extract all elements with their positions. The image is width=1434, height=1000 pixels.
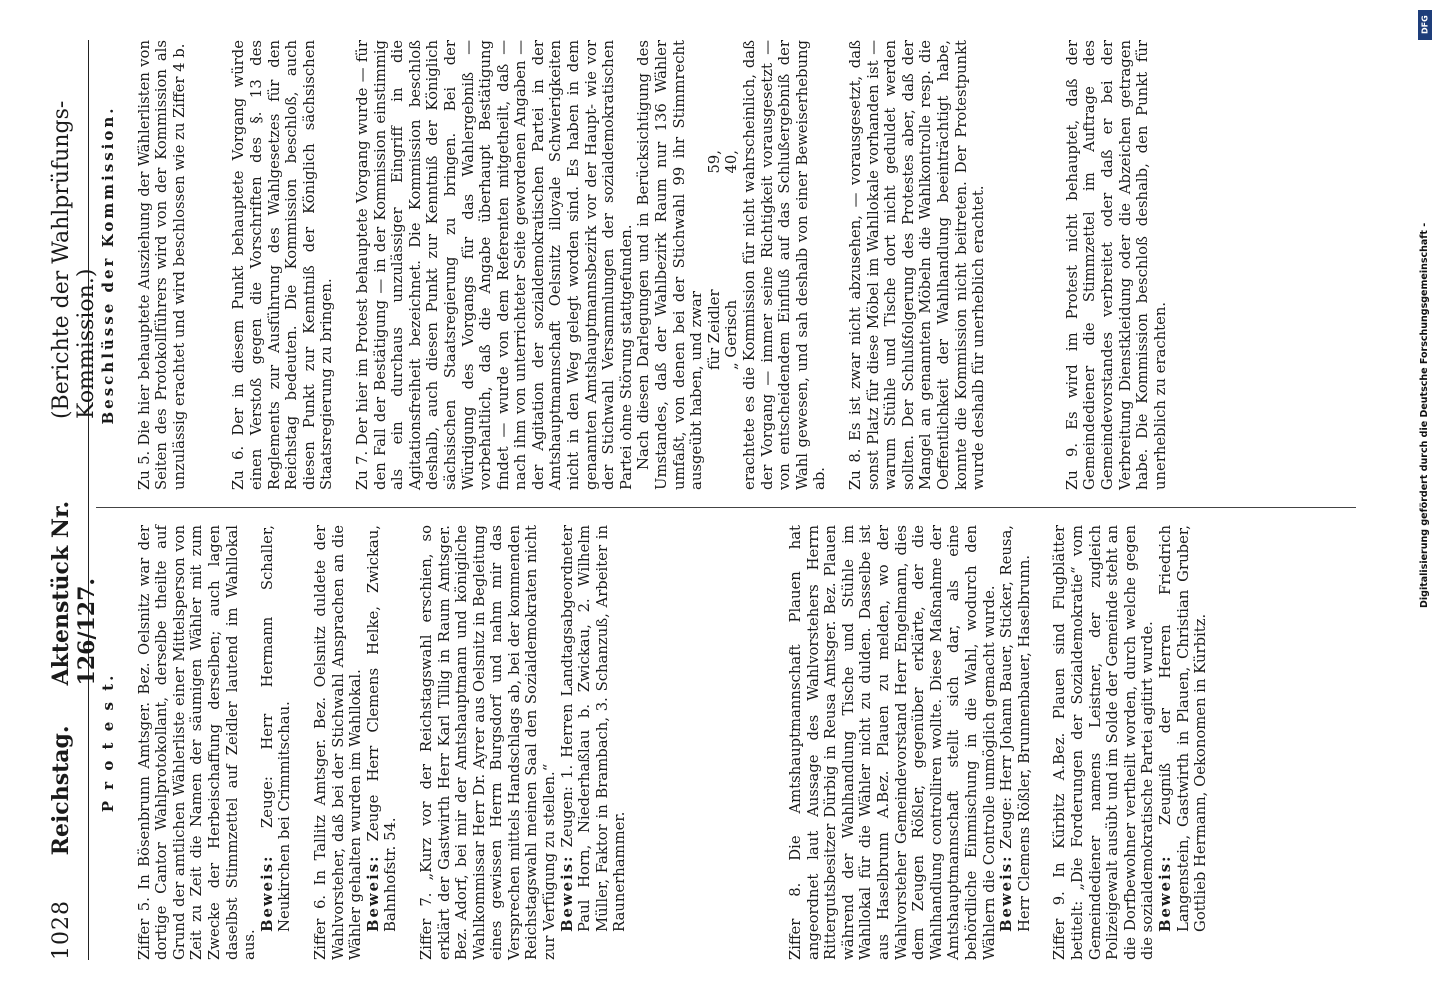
vote-value: 59, — [705, 150, 723, 174]
protest-entry-6 — [312, 525, 400, 960]
header-document: Aktenstück Nr. 126/127. — [48, 500, 100, 686]
dfg-logo-text: DFG — [1420, 15, 1430, 35]
vote-value: 40, — [723, 150, 741, 174]
digitization-sidebar — [1418, 10, 1432, 990]
beweis-text: Zeuge: Herr Hermann Schaller, Neukirchen bei Crimmitschau. — [258, 525, 294, 932]
spacer — [206, 40, 230, 490]
entry-label: Ziffer 9. — [1051, 891, 1069, 960]
entry-text: „Kurz vor der Reichstagswahl erschien, so erklärt der Gastwirth Herr Karl Tillig in Raum Amtsger. Bez. Adorf, bei mir der Amtshauptmann und königliche Wahlkommissar Herr Dr. Ayrer aus Oelsnitz in Begleitung eines gewissen Herrn Burgsdorf und nahm mir das Versprechen mittels Handschlags ab, bei der kommenden Reichstagswahl meinen Saal den Sozialdemokraten nicht zur Verfügung zu stellen.“ — [417, 525, 559, 960]
protest-entry-8 — [787, 525, 1033, 960]
decision-entry-9 — [1064, 40, 1170, 490]
dfg-logo — [1418, 10, 1432, 40]
beweis-label: Beweis: — [258, 854, 276, 932]
vote-row-gerisch — [723, 150, 741, 370]
digitization-credit: Digitalisierung gefördert durch die Deutsche Forschungsgemeinschaft - — [1419, 222, 1430, 608]
entry-label: Zu 8. — [846, 448, 864, 490]
spacer — [647, 525, 787, 960]
entry-text: In Tallitz Amtsger. Bez. Oelsnitz duldete der Wahlvorsteher, daß bei der Stichwahl Ansprachen an die Wähler gehalten wurden im Wahllokal. — [311, 525, 365, 960]
entry-label: Ziffer 7. — [417, 892, 435, 960]
vote-table — [706, 40, 741, 370]
beweis-label: Beweis: — [364, 854, 382, 932]
decision-entry-6 — [230, 40, 336, 490]
entry-text: Der hier im Protest behauptete Vorgang wurde — für den Fall der Bestätigung — in der Kommission einstimmig als ein durchaus unzulässiger Eingriff in die Agitationsfreiheit bezeichnet. Die Kommission beschloß deshalb, auch diesen Punkt zur Kenntniß der Königlich sächsischen Staatsregierung zu bringen. Bei der Würdigung des Vorgangs für das Wahlergebniß — vorbehaltlich, daß die Angabe überhaupt Bestätigung findet — wurde von dem Referenten mitgetheilt, daß — nach ihm von unterrichteter Seite gewordenen Angaben — der Agitation der sozialdemokratischen Partei in der Amtshauptmannschaft Oelsnitz illoyale Schwierigkeiten nicht in den Weg gelegt worden sind. Es haben in dem genannten Amtshauptmannsbezirk vor der Haupt- wie vor der Stichwahl Versammlungen der sozialdemokratischen Partei ohne Störung stattgefunden. — [353, 40, 635, 490]
entry-text: Die Amtshauptmannschaft Plauen hat angeordnet laut Aussage des Wahlvorstehers Herrn Rittergutsbesitzer Dürbig in Reusa Amtsger. Bez. Plauen während der Wahlhandlung Tische und Stühle im Wahllokal für die Wähler nicht zu dulden. Dasselbe ist aus Haselbrunn A.Bez. Plauen zu melden, wo der Wahlvorsteher Gemeindevorstand Herr Engelmann, dies dem Zeugen Rößler, gegenüber erklärte, der die Wahlhandlung controlliren wollte. Diese Maßnahme der Amtshauptmannschaft stellt sich dar, als eine behördliche Einmischung in die Wahl, wodurch den Wählern die Controlle unmöglich gemacht wurde. — [787, 525, 998, 960]
entry-beweis — [1157, 525, 1210, 932]
vote-name: „ Gerisch — [723, 299, 741, 370]
protest-entry-9 — [1051, 525, 1209, 960]
entry-text: Der in diesem Punkt behauptete Vorgang würde einen Verstoß gegen die Vorschriften des §. 13 des Reglements zur Ausführung des Wahlgesetzes für den Reichstag bedeuten. Die Kommission beschloß, auch diesen Punkt zur Kenntniß der Königlich sächsischen Staatsregierung zu bringen. — [230, 40, 336, 490]
beweis-text: Zeuge Herr Clemens Helke, Zwickau, Bahnhofstr. 54. — [364, 525, 400, 932]
beweis-text: Zeugniß der Herren Friedrich Langenstein, Gastwirth in Plauen, Christian Gruber, Gottlieb Hermann, Oekonomen in Kürbitz. — [1156, 525, 1210, 932]
decisions-heading: Beschlüsse der Kommission. — [99, 105, 117, 425]
header-body: Reichstag. — [48, 725, 74, 856]
decisions-column — [96, 40, 1187, 490]
beweis-label: Beweis: — [558, 854, 576, 932]
entry-label: Zu 5. — [135, 450, 153, 490]
entry-text: Es ist zwar nicht abzusehen, — vorausgesetzt, daß sonst Platz für diese Möbel im Wahllokale vorhanden ist — warum Stühle und Tische dort nicht geduldet werden sollten. Der Schlußfolgerung des Protestes aber, daß der Mangel an genannten Möbeln die Wahlkontrolle resp. die Oeffentlichkeit der Wahlhandlung beeinträchtigt habe, konnte die Kommission nicht beitreten. Der Protestpunkt wurde deshalb für unerheblich erachtet. — [846, 40, 988, 490]
entry-label: Ziffer 5. — [135, 897, 153, 960]
page-number: 1028 — [49, 900, 74, 960]
entry-label: Ziffer 6. — [311, 894, 329, 960]
entry-beweis — [259, 525, 294, 932]
column-divider — [96, 507, 1356, 508]
entry-beweis — [998, 525, 1033, 932]
protest-column — [96, 525, 1228, 960]
vote-name: für Zeidler — [705, 289, 723, 370]
entry-text: Es wird im Protest nicht behauptet, daß der Gemeindediener die Stimmzettel im Auftrage des Gemeindevorstandes verbreitet oder daß er bei der Verbreitung Dienstkleidung oder die Abzeichen getragen habe. Die Kommission beschloß deshalb, den Punkt für unerheblich zu erachten. — [1063, 40, 1169, 490]
entry-text: In Bösenbrunn Amtsger. Bez. Oelsnitz war der dortige Cantor Wahlprotokollant, derselbe theilte auf Grund der amtlichen Wählerliste einer Mittelsperson von Zeit zu Zeit die Namen der säumigen Wähler mit zum Zwecke der Herbeischaffung derselben; auch lagen daselbst Stimmzettel auf Zeidler lautend im Wahllokal aus. — [135, 525, 259, 960]
beweis-label: Beweis: — [998, 854, 1016, 932]
entry-text: Die hier behauptete Ausziehung der Wählerlisten von Seiten des Protokollführers wird von der Kommission als unzulässig erachtet und wird beschlossen wie zu Ziffer 4 b. — [135, 40, 188, 490]
entry-paragraph: erachtete es die Kommission für nicht wahrscheinlich, daß der Vorgang — immer seine Richtigkeit vorausgesetzt — von entscheidendem Einfluß auf das Schlußergebniß der Wahl gewesen, und sah deshalb von einer Beweiserhebung ab. — [741, 40, 829, 490]
beweis-text: Zeugen: 1. Herren Landtagsabgeordneter Paul Horn, Niederhaßlau b. Zwickau, 2. Wilhelm Müller, Faktor in Brambach, 3. Schanzuß, Arbeiter in Raunerhammer. — [558, 525, 629, 932]
beweis-text: Zeuge: Herr Johann Bauer, Sticker, Reusa, Herr Clemens Rößler, Brunnenbauer, Haselbrunn. — [998, 525, 1033, 932]
entry-label: Ziffer 8. — [787, 882, 805, 960]
entry-label: Zu 7. — [353, 450, 371, 490]
entry-label: Zu 6. — [230, 445, 248, 490]
entry-text: In Kürbitz A.Bez. Plauen sind Flugblätter betitelt: „Die Forderungen der Sozialdemokratie“ vom Gemeindediener namens Leistner, der zugleich Polizeigewalt ausübt und im Solde der Gemeinde steht an die Dorfbewohner vertheilt worden, durch welche gegen die sozialdemokratische Partei agitirt wurde. — [1051, 525, 1157, 960]
protest-entry-5 — [136, 525, 294, 960]
spacer — [1006, 40, 1064, 490]
protest-entry-7 — [418, 525, 629, 960]
header-subtitle: (Berichte der Wahlprüfungs-Kommission.) — [49, 100, 99, 420]
entry-paragraph: Nach diesen Darlegungen und in Berücksichtigung des Umstandes, daß der Wahlbezirk Raum nur 136 Wähler umfaßt, von denen bei der Stichwahl 99 ihr Stimmrecht ausgeübt haben, und zwar — [635, 40, 706, 490]
page-header — [48, 40, 100, 960]
entry-beweis — [559, 525, 629, 932]
entry-label: Zu 9. — [1063, 442, 1081, 490]
entry-beweis — [365, 525, 400, 932]
protest-heading: P r o t e s t. — [99, 672, 117, 813]
decision-entry-8 — [847, 40, 988, 490]
decision-entry-5 — [136, 40, 189, 490]
decision-entry-7 — [354, 40, 829, 490]
beweis-label: Beweis: — [1156, 854, 1174, 932]
vote-row-zeidler — [706, 150, 724, 370]
